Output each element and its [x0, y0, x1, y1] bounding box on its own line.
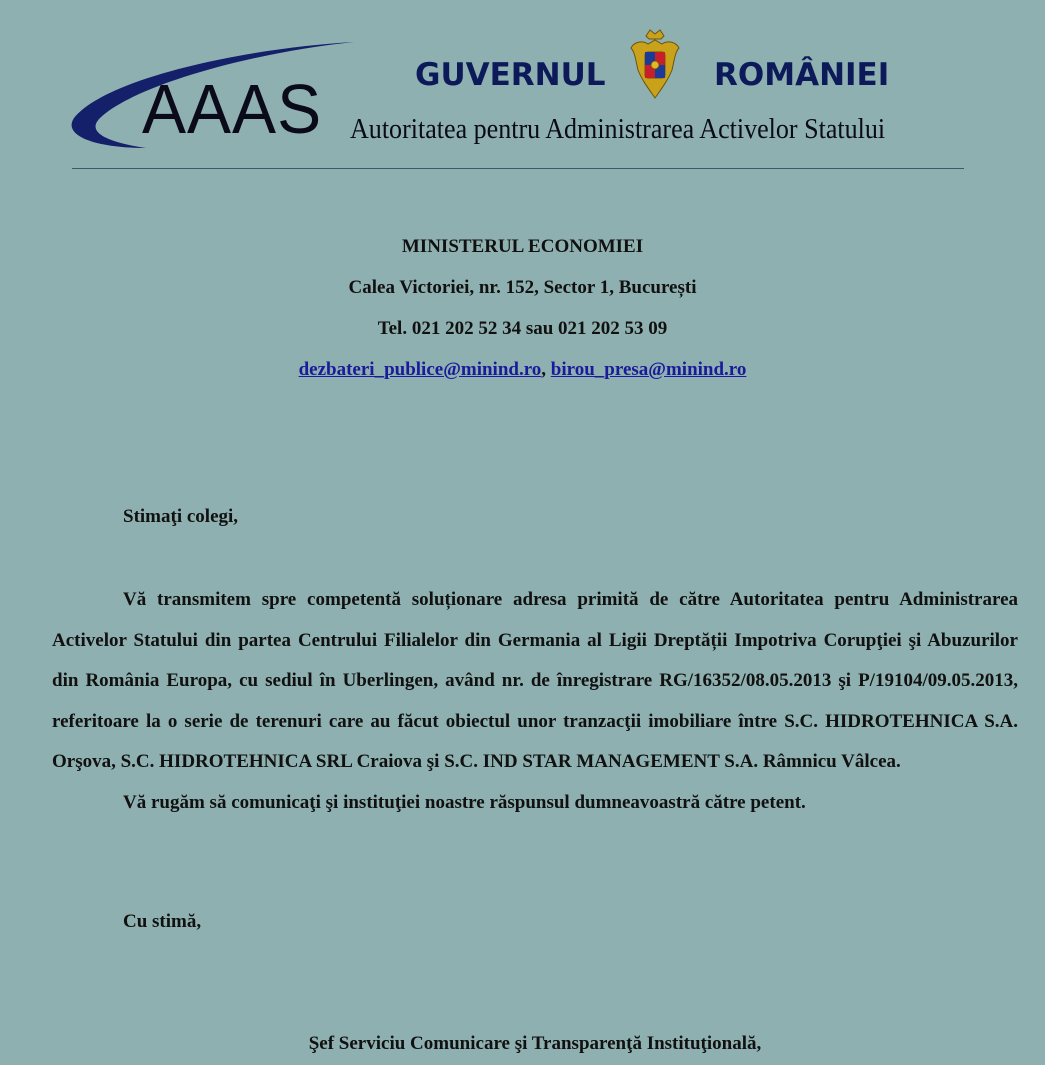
email-link-press-office[interactable]: birou_presa@minind.ro — [550, 359, 747, 380]
romania-coat-of-arms-icon — [628, 28, 682, 100]
government-word-2: ROMÂNIEI — [714, 57, 890, 93]
government-word-1: GUVERNUL — [415, 57, 606, 93]
ministry-address: Calea Victoriei, nr. 152, Sector 1, București — [348, 277, 697, 298]
body-paragraph-2: Vă rugăm să comunicaţi şi instituţiei noastre răspunsul dumneavoastră către petent. — [123, 791, 806, 813]
sender-block — [0, 226, 1045, 390]
salutation: Stimaţi colegi, — [123, 506, 239, 527]
letter-body — [52, 580, 1018, 823]
email-separator: , — [541, 359, 551, 380]
body-paragraph-1: Vă transmitem spre competentă soluționare adresa primită de către Autoritatea pentru Administrarea Activelor Statului din partea Centrului Filialelor din Germania al Ligii Dreptății Impotriva Corupţiei şi Abuzurilor din România Europa, cu sediul în Uberlingen, având nr. de înregistrare RG/16352/08.05.2013 şi P/19104/09.05.2013, referitoare la o serie de terenuri care au făcut obiectul unor tranzacţii imobiliare între S.C. HIDROTEHNICA S.A. Orşova, S.C. HIDROTEHNICA SRL Craiova şi S.C. IND STAR MANAGEMENT S.A. Râmnicu Vâlcea. — [52, 589, 1018, 772]
signature-title: Şef Serviciu Comunicare şi Transparenţă Instituţională, — [308, 1033, 762, 1054]
ministry-phone: Tel. 021 202 52 34 sau 021 202 53 09 — [377, 318, 668, 339]
email-links — [0, 349, 1045, 390]
ministry-name: MINISTERUL ECONOMIEI — [401, 236, 644, 257]
letterhead — [0, 0, 1045, 175]
authority-name: Autoritatea pentru Administrarea Activelor Statului — [350, 114, 886, 145]
email-link-public-debates[interactable]: dezbateri_publice@minind.ro — [298, 359, 542, 380]
header-divider — [72, 168, 964, 169]
closing: Cu stimă, — [123, 911, 202, 932]
aaas-logo-text: AAAS — [142, 70, 323, 148]
